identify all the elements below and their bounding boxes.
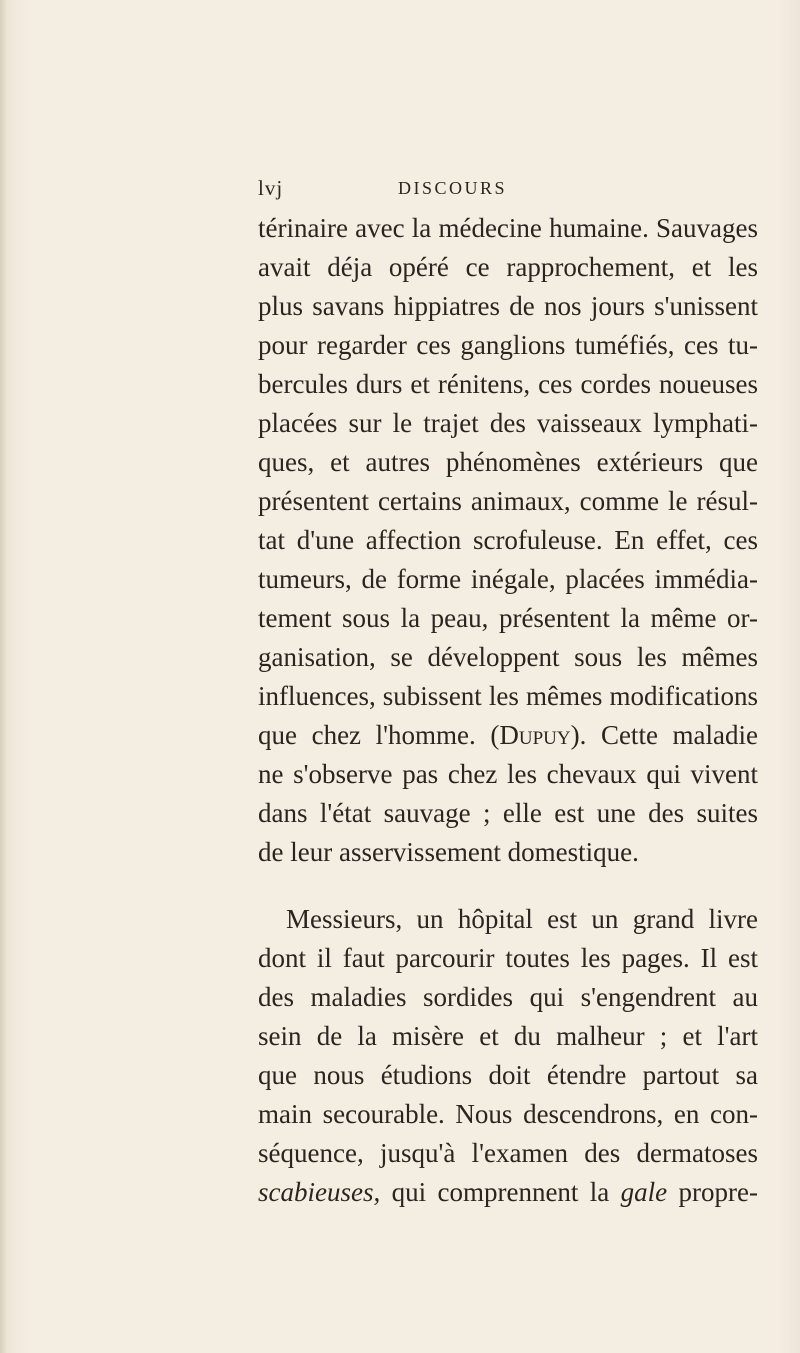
text-line: pour regarder ces ganglions tuméfiés, ces tu- xyxy=(258,330,758,360)
text-line xyxy=(258,716,758,755)
running-head xyxy=(258,176,758,206)
text-run: propre- xyxy=(667,1177,758,1207)
text-line: des maladies sordides qui s'engendrent au xyxy=(258,982,758,1012)
italic-term: gale xyxy=(620,1177,668,1207)
text-line: ganisation, se développent sous les mêmes xyxy=(258,642,758,672)
paragraph-gap xyxy=(258,872,758,900)
text-line: Messieurs, un hôpital est un grand livre xyxy=(286,904,758,934)
text-run: qui comprennent la xyxy=(380,1177,621,1207)
text-line: tumeurs, de forme inégale, placées immédia- xyxy=(258,564,758,594)
text-line: dont il faut parcourir toutes les pages. Il est xyxy=(258,943,758,973)
text-line: ques, et autres phénomènes extérieurs que xyxy=(258,447,758,477)
text-line xyxy=(258,1173,758,1212)
text-line: plus savans hippiatres de nos jours s'unissent xyxy=(258,291,758,321)
paragraph-1 xyxy=(258,209,758,872)
italic-term: scabieuses, xyxy=(258,1177,381,1207)
body-text xyxy=(258,209,758,1212)
author-citation: Dupuy xyxy=(499,720,571,750)
text-line: avait déja opéré ce rapprochement, et les xyxy=(258,252,758,282)
text-run: ). Cette maladie xyxy=(570,720,758,750)
text-line: sein de la misère et du malheur ; et l'art xyxy=(258,1021,758,1051)
page-number: lvj xyxy=(258,176,284,200)
text-line: que nous étudions doit étendre partout sa xyxy=(258,1060,758,1090)
text-line: ne s'observe pas chez les chevaux qui vivent xyxy=(258,759,758,789)
text-line: térinaire avec la médecine humaine. Sauvages xyxy=(258,213,758,243)
page-gutter-edge xyxy=(0,0,8,1353)
text-run: que chez l'homme. ( xyxy=(258,720,500,750)
text-line: main secourable. Nous descendrons, en con- xyxy=(258,1099,758,1129)
text-line: séquence, jusqu'à l'examen des dermatoses xyxy=(258,1138,758,1168)
text-line: présentent certains animaux, comme le résul- xyxy=(258,486,758,516)
text-line: dans l'état sauvage ; elle est une des suites xyxy=(258,798,758,828)
text-line: placées sur le trajet des vaisseaux lymphati- xyxy=(258,408,758,438)
running-head-title: DISCOURS xyxy=(398,178,508,198)
paragraph-2 xyxy=(258,900,758,1212)
text-line: bercules durs et rénitens, ces cordes noueuses xyxy=(258,369,758,399)
text-line: de leur asservissement domestique. xyxy=(258,837,639,867)
text-line: influences, subissent les mêmes modifications xyxy=(258,681,758,711)
text-line: tement sous la peau, présentent la même or- xyxy=(258,603,758,633)
text-line: tat d'une affection scrofuleuse. En effet, ces xyxy=(258,525,758,555)
